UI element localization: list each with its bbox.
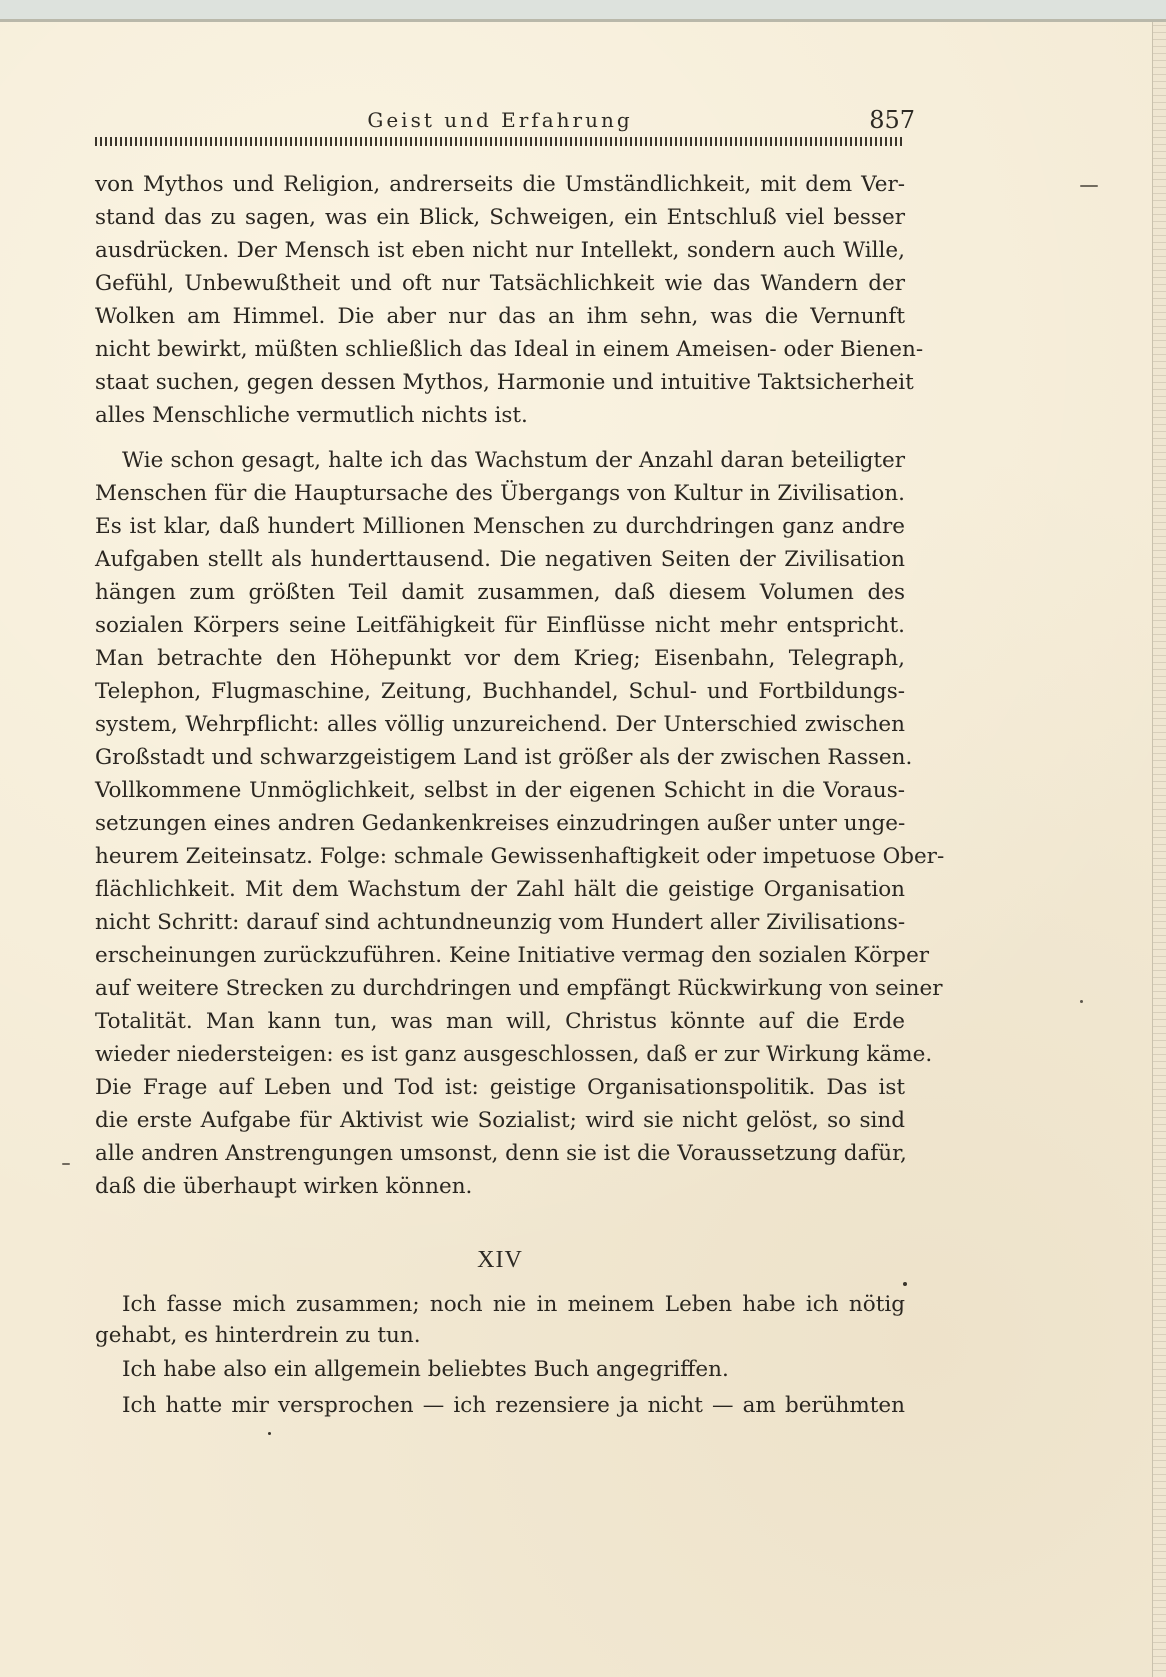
text-line: nicht Schritt: darauf sind achtundneunzig vom Hundert aller Zivilisations- (95, 910, 906, 935)
ink-speck (1080, 1000, 1083, 1003)
page-edge (1152, 22, 1166, 1677)
text-line: stand das zu sagen, was ein Blick, Schweigen, ein Entschluß viel besser (95, 205, 905, 230)
scan-top-strip (0, 0, 1166, 22)
text-line: wieder niedersteigen: es ist ganz ausgeschlossen, daß er zur Wirkung käme. (95, 1042, 933, 1067)
text-line: Großstadt und schwarzgeistigem Land ist größer als der zwischen Rassen. (95, 745, 913, 770)
page-number: 857 (869, 106, 915, 134)
text-line: hängen zum größten Teil damit zusammen, daß diesem Volumen des (95, 580, 905, 605)
text-line: auf weitere Strecken zu durchdringen und empfängt Rückwirkung von seiner (95, 976, 943, 1001)
text-line: nicht bewirkt, müßten schließlich das Ideal in einem Ameisen- oder Bienen- (95, 337, 924, 362)
ink-speck (268, 1432, 271, 1435)
text-line: Wolken am Himmel. Die aber nur das an ihm sehn, was die Vernunft (95, 304, 905, 329)
text-line: Ich habe also ein allgemein beliebtes Buch angegriffen. (122, 1357, 729, 1382)
text-line: Ich fasse mich zusammen; noch nie in meinem Leben habe ich nötig (122, 1292, 905, 1317)
text-line: Aufgaben stellt als hunderttausend. Die negativen Seiten der Zivilisation (95, 547, 905, 572)
text-line: heurem Zeiteinsatz. Folge: schmale Gewissenhaftigkeit oder impetuose Ober- (95, 844, 945, 869)
text-line: gehabt, es hinterdrein zu tun. (95, 1323, 421, 1348)
text-line: daß die überhaupt wirken können. (95, 1174, 473, 1199)
text-line: alles Menschliche vermutlich nichts ist. (95, 403, 528, 428)
ink-smudge (62, 1163, 70, 1165)
text-line: ausdrücken. Der Mensch ist eben nicht nur Intellekt, sondern auch Wille, (95, 238, 905, 263)
text-line: Menschen für die Hauptursache des Übergangs von Kultur in Zivilisation. (95, 481, 905, 506)
text-line: Totalität. Man kann tun, was man will, Christus könnte auf die Erde (95, 1009, 905, 1034)
text-line: die erste Aufgabe für Aktivist wie Sozialist; wird sie nicht gelöst, so sind (95, 1108, 905, 1133)
text-line: Ich hatte mir versprochen — ich rezensiere ja nicht — am berühmten (122, 1393, 905, 1418)
text-line: Gefühl, Unbewußtheit und oft nur Tatsächlichkeit wie das Wandern der (95, 271, 905, 296)
text-line: Es ist klar, daß hundert Millionen Menschen zu durchdringen ganz andre (95, 514, 905, 539)
text-line: flächlichkeit. Mit dem Wachstum der Zahl hält die geistige Organisation (95, 877, 905, 902)
text-line: staat suchen, gegen dessen Mythos, Harmonie und intuitive Taktsicherheit (95, 370, 914, 395)
running-title: Geist und Erfahrung (367, 108, 633, 132)
text-line: Vollkommene Unmöglichkeit, selbst in der eigenen Schicht in die Voraus- (95, 778, 905, 803)
running-head (95, 106, 915, 136)
ink-smudge (1080, 185, 1098, 187)
chapter-heading: XIV (477, 1247, 523, 1273)
text-line: system, Wehrpflicht: alles völlig unzureichend. Der Unterschied zwischen (95, 712, 905, 737)
text-line: setzungen eines andren Gedankenkreises einzudringen außer unter unge- (95, 811, 906, 836)
ink-speck (903, 1282, 907, 1286)
text-line: sozialen Körpers seine Leitfähigkeit für Einflüsse nicht mehr entspricht. (95, 613, 905, 638)
text-line: Wie schon gesagt, halte ich das Wachstum der Anzahl daran beteiligter (122, 448, 905, 473)
text-line: Telephon, Flugmaschine, Zeitung, Buchhandel, Schul- und Fortbildungs- (95, 679, 905, 704)
text-line: alle andren Anstrengungen umsonst, denn sie ist die Voraussetzung dafür, (95, 1141, 907, 1166)
header-rule (95, 137, 905, 146)
text-line: Die Frage auf Leben und Tod ist: geistige Organisationspolitik. Das ist (95, 1075, 905, 1100)
text-line: Man betrachte den Höhepunkt vor dem Krieg; Eisenbahn, Telegraph, (95, 646, 905, 671)
text-line: von Mythos und Religion, andrerseits die Umständlichkeit, mit dem Ver- (95, 172, 905, 197)
text-line: erscheinungen zurückzuführen. Keine Initiative vermag den sozialen Körper (95, 943, 930, 968)
